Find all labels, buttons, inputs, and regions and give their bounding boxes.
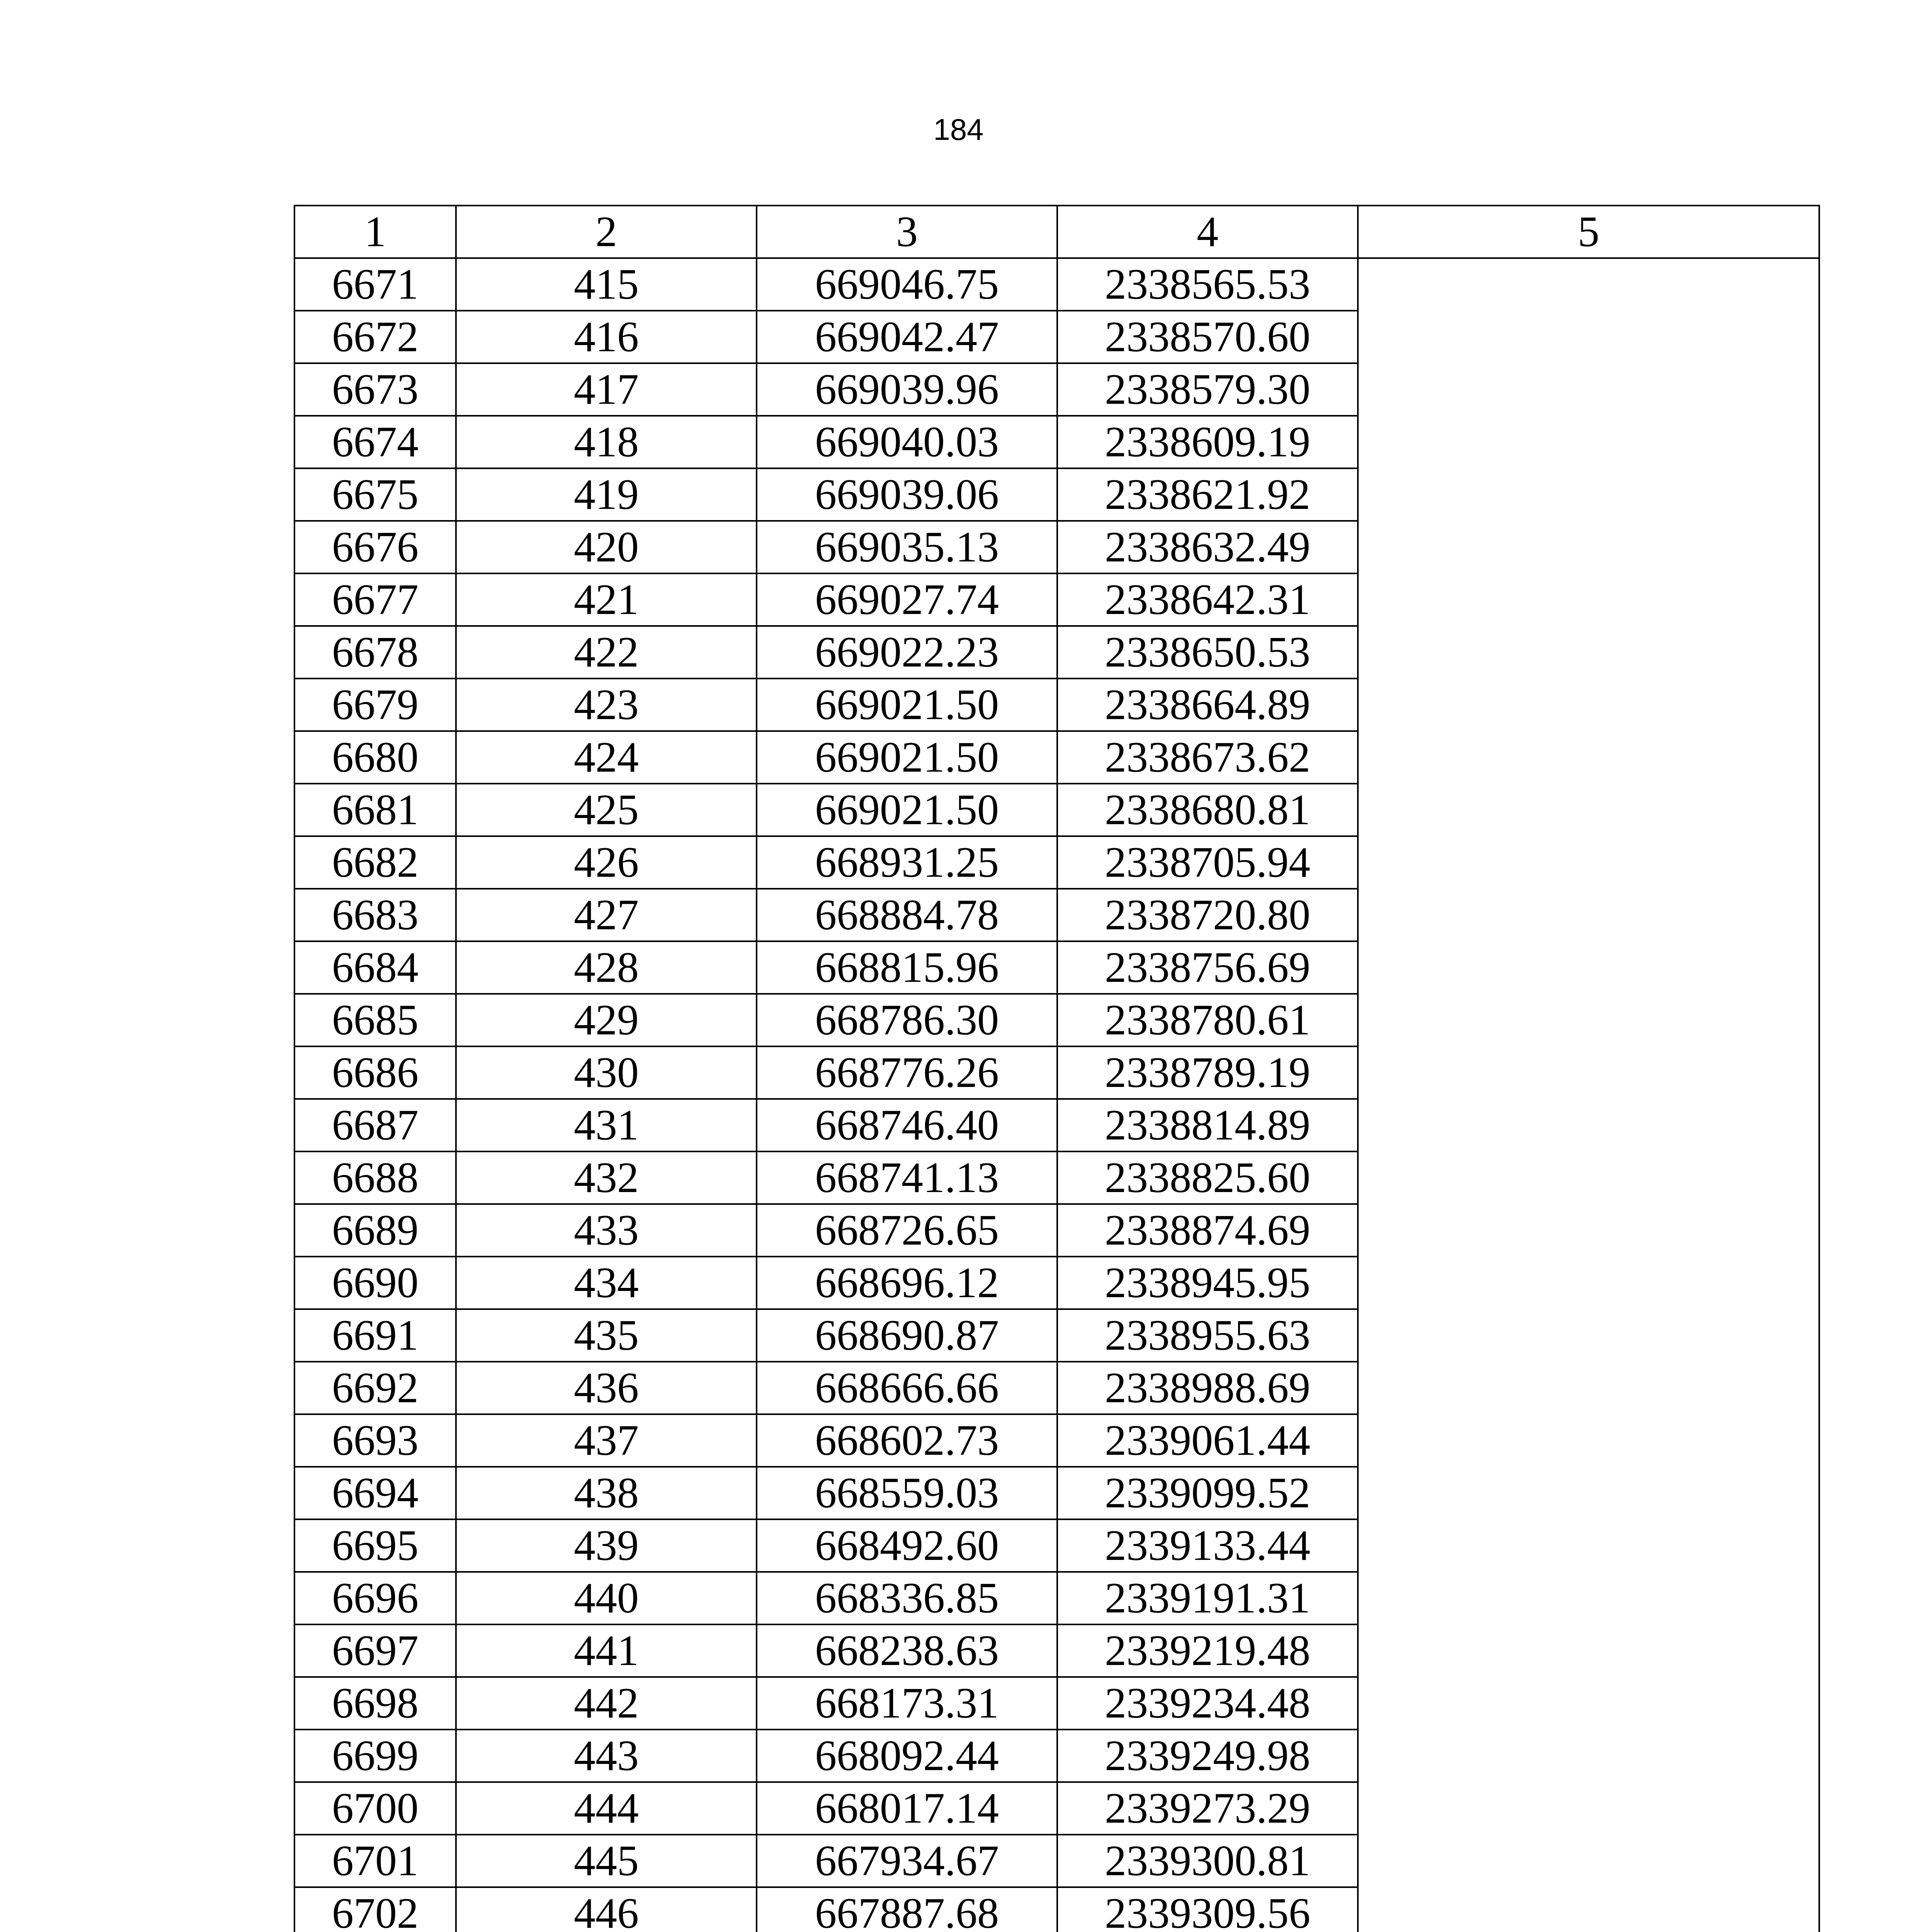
table-cell: 669021.50 (757, 731, 1057, 784)
table-cell: 2339133.44 (1057, 1519, 1358, 1572)
table-cell: 668741.13 (757, 1151, 1057, 1204)
table-cell: 426 (456, 836, 757, 889)
table-cell: 669046.75 (757, 258, 1057, 311)
table-cell: 2338705.94 (1057, 836, 1358, 889)
table-cell: 6672 (294, 311, 456, 363)
table-cell: 6680 (294, 731, 456, 784)
table-cell: 6695 (294, 1519, 456, 1572)
table-cell: 427 (456, 889, 757, 941)
table-cell: 669039.96 (757, 363, 1057, 416)
table-cell: 6673 (294, 363, 456, 416)
table-cell: 6701 (294, 1835, 456, 1887)
table-cell: 2338609.19 (1057, 416, 1358, 468)
table-cell: 669021.50 (757, 784, 1057, 836)
table-cell: 669039.06 (757, 468, 1057, 521)
table-cell: 6671 (294, 258, 456, 311)
table-cell: 6694 (294, 1467, 456, 1519)
table-cell: 434 (456, 1257, 757, 1309)
table-cell: 2338632.49 (1057, 521, 1358, 573)
table-cell: 2338825.60 (1057, 1151, 1358, 1204)
table-cell: 425 (456, 784, 757, 836)
table-cell: 6684 (294, 941, 456, 994)
table-cell: 6688 (294, 1151, 456, 1204)
table-cell: 438 (456, 1467, 757, 1519)
table-cell: 6686 (294, 1046, 456, 1099)
table-cell: 2338720.80 (1057, 889, 1358, 941)
table-cell: 668726.65 (757, 1204, 1057, 1257)
table-cell: 6675 (294, 468, 456, 521)
table-cell: 2339061.44 (1057, 1414, 1358, 1467)
table-cell: 421 (456, 573, 757, 626)
table-cell: 2338874.69 (1057, 1204, 1358, 1257)
table-body (294, 206, 1819, 1932)
table-cell: 418 (456, 416, 757, 468)
table-cell: 6682 (294, 836, 456, 889)
table-cell: 446 (456, 1887, 757, 1932)
table-cell: 2338565.53 (1057, 258, 1358, 311)
table-cell: 2338664.89 (1057, 679, 1358, 731)
table-cell: 669042.47 (757, 311, 1057, 363)
header-cell-4: 4 (1057, 206, 1358, 258)
table-cell: 6683 (294, 889, 456, 941)
table-cell: 2338955.63 (1057, 1309, 1358, 1362)
table-cell: 668696.12 (757, 1257, 1057, 1309)
table-cell: 2338789.19 (1057, 1046, 1358, 1099)
table-cell: 442 (456, 1677, 757, 1730)
table-cell: 6679 (294, 679, 456, 731)
table-cell: 2339219.48 (1057, 1624, 1358, 1677)
table-cell: 668238.63 (757, 1624, 1057, 1677)
table-cell: 6697 (294, 1624, 456, 1677)
table-cell: 2339099.52 (1057, 1467, 1358, 1519)
table-cell: 6687 (294, 1099, 456, 1151)
table-cell: 2338579.30 (1057, 363, 1358, 416)
table-cell: 668092.44 (757, 1730, 1057, 1782)
table-cell: 424 (456, 731, 757, 784)
table-cell: 668815.96 (757, 941, 1057, 994)
notes-column-cell (1358, 258, 1819, 1932)
table-cell: 669022.23 (757, 626, 1057, 679)
table-cell: 419 (456, 468, 757, 521)
table-cell: 415 (456, 258, 757, 311)
header-cell-3: 3 (757, 206, 1057, 258)
table-cell: 6698 (294, 1677, 456, 1730)
table-cell: 668746.40 (757, 1099, 1057, 1151)
table-cell: 422 (456, 626, 757, 679)
header-cell-5: 5 (1358, 206, 1819, 258)
table-cell: 668666.66 (757, 1362, 1057, 1414)
table-cell: 2338756.69 (1057, 941, 1358, 994)
table-cell: 2338945.95 (1057, 1257, 1358, 1309)
table-cell: 435 (456, 1309, 757, 1362)
table-cell: 429 (456, 994, 757, 1046)
table-cell: 669021.50 (757, 679, 1057, 731)
header-cell-1: 1 (294, 206, 456, 258)
table-cell: 445 (456, 1835, 757, 1887)
table-cell: 6692 (294, 1362, 456, 1414)
table-cell: 6700 (294, 1782, 456, 1835)
table-cell: 668492.60 (757, 1519, 1057, 1572)
table-cell: 668336.85 (757, 1572, 1057, 1624)
table-cell: 668690.87 (757, 1309, 1057, 1362)
table-cell: 2338570.60 (1057, 311, 1358, 363)
table-cell: 668931.25 (757, 836, 1057, 889)
header-cell-2: 2 (456, 206, 757, 258)
page-number: 184 (933, 112, 984, 146)
table-cell: 667934.67 (757, 1835, 1057, 1887)
table-cell: 416 (456, 311, 757, 363)
table-cell: 6702 (294, 1887, 456, 1932)
table-cell: 668884.78 (757, 889, 1057, 941)
table-cell: 430 (456, 1046, 757, 1099)
table-cell: 668602.73 (757, 1414, 1057, 1467)
table-cell: 6699 (294, 1730, 456, 1782)
table-cell: 6676 (294, 521, 456, 573)
table-cell: 428 (456, 941, 757, 994)
table-cell: 669040.03 (757, 416, 1057, 468)
table-cell: 6674 (294, 416, 456, 468)
table-cell: 2338621.92 (1057, 468, 1358, 521)
table-cell: 2339234.48 (1057, 1677, 1358, 1730)
table-cell: 441 (456, 1624, 757, 1677)
table-row (294, 258, 1819, 311)
table-cell: 6678 (294, 626, 456, 679)
table-cell: 2339273.29 (1057, 1782, 1358, 1835)
table-cell: 2338642.31 (1057, 573, 1358, 626)
table-cell: 6681 (294, 784, 456, 836)
table-cell: 433 (456, 1204, 757, 1257)
table-cell: 6693 (294, 1414, 456, 1467)
table-cell: 2339191.31 (1057, 1572, 1358, 1624)
table-cell: 668559.03 (757, 1467, 1057, 1519)
table-cell: 2338680.81 (1057, 784, 1358, 836)
table-cell: 420 (456, 521, 757, 573)
table-cell: 669035.13 (757, 521, 1057, 573)
table-cell: 6685 (294, 994, 456, 1046)
table-cell: 439 (456, 1519, 757, 1572)
table-cell: 432 (456, 1151, 757, 1204)
table-cell: 437 (456, 1414, 757, 1467)
table-cell: 443 (456, 1730, 757, 1782)
table-cell: 436 (456, 1362, 757, 1414)
table-cell: 444 (456, 1782, 757, 1835)
table-cell: 423 (456, 679, 757, 731)
table-cell: 2338673.62 (1057, 731, 1358, 784)
table-cell: 431 (456, 1099, 757, 1151)
table-cell: 2339300.81 (1057, 1835, 1358, 1887)
table-cell: 2338650.53 (1057, 626, 1358, 679)
table-cell: 2339249.98 (1057, 1730, 1358, 1782)
table-cell: 6696 (294, 1572, 456, 1624)
table-cell: 669027.74 (757, 573, 1057, 626)
table-cell: 440 (456, 1572, 757, 1624)
table-cell: 6677 (294, 573, 456, 626)
table-cell: 668017.14 (757, 1782, 1057, 1835)
table-cell: 2339309.56 (1057, 1887, 1358, 1932)
table-cell: 2338988.69 (1057, 1362, 1358, 1414)
header-row (294, 206, 1819, 258)
table-cell: 667887.68 (757, 1887, 1057, 1932)
table-cell: 6691 (294, 1309, 456, 1362)
table-cell: 6690 (294, 1257, 456, 1309)
table-cell: 6689 (294, 1204, 456, 1257)
table-cell: 2338814.89 (1057, 1099, 1358, 1151)
table-cell: 2338780.61 (1057, 994, 1358, 1046)
table-cell: 668786.30 (757, 994, 1057, 1046)
table-cell: 417 (456, 363, 757, 416)
table-cell: 668776.26 (757, 1046, 1057, 1099)
coordinates-table (294, 205, 1820, 1932)
table-cell: 668173.31 (757, 1677, 1057, 1730)
